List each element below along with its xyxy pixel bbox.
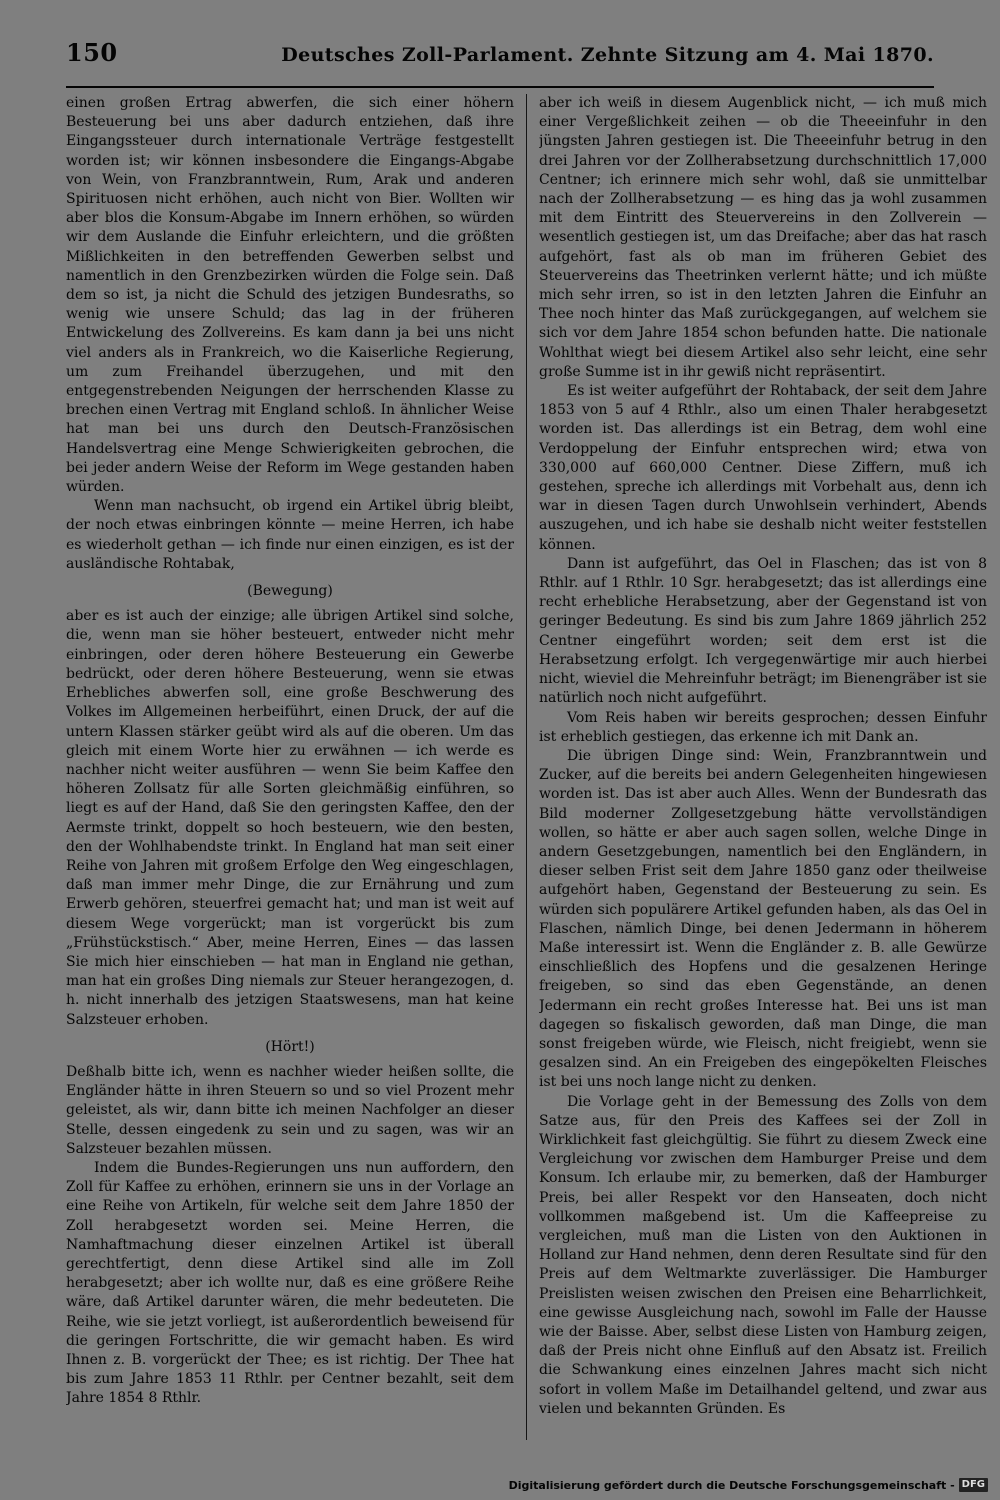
interjection: (Bewegung): [247, 583, 333, 600]
paragraph: Vom Reis haben wir bereits gesprochen; dessen Einfuhr ist erheblich gestiegen, das erkenne ich mit Dank an.: [539, 709, 987, 745]
paragraph: Indem die Bundes-Regierungen uns nun auffordern, den Zoll für Kaffee zu erhöhen, erinnern sie uns in der Vorlage an eine Reihe von Artikeln, für welche seit dem Jahre 1850 der Zoll herabgesetzt worden sei. Meine Herren, die Namhaftmachung dieser einzelnen Artikel ist überall gerechtfertigt, denn diese Artikel sind alle im Zoll herabgesetzt; aber ich wollte nur, daß es eine größere Reihe wäre, daß Artikel darunter wären, die mehr bedeuteten. Die Reihe, wie sie jetzt vorliegt, ist außerordentlich beweisend für die geringen Fortschritte, die wir gemacht haben. Es wird Ihnen z. B. vorgerückt der Thee; es ist richtig. Der Thee hat bis zum Jahre 1853 11 Rthlr. per Centner bezahlt, seit dem Jahre 1854 8 Rthlr.: [66, 1159, 514, 1407]
page-number: 150: [66, 38, 118, 67]
paragraph: Wenn man nachsucht, ob irgend ein Artikel übrig bleibt, der noch etwas einbringen könnte — meine Herren, ich habe es wiederholt gethan — ich finde nur einen einzigen, es ist der ausländische Rohtabak,: [66, 498, 514, 572]
column-divider: [526, 94, 527, 1440]
paragraph: Die Vorlage geht in der Bemessung des Zolls von dem Satze aus, für den Preis des Kaffees sei der Zoll in Wirklichkeit fast gleichgültig. Sie führt zu diesem Zweck eine Vergleichung vor zwischen dem Hamburger Preise und dem Konsum. Ich erlaube mir, zu bemerken, daß der Hamburger Preis, bei aller Respekt vor den Hanseaten, doch nicht vollkommen maßgebend ist. Um die Kaffeepreise zu vergleichen, muß man die Listen von den Auktionen in Holland zur Hand nehmen, denn deren Resultate sind für den Preis auf dem Weltmarkte zuverlässiger. Die Hamburger Preislisten weisen zwischen den Preisen eine Beharrlichkeit, eine gewisse Ausgleichung nach, sowohl im Falle der Hausse wie der Baisse. Aber, selbst diese Listen von Hamburg zeigen, daß der Preis nicht ohne Einfluß auf den Absatz ist. Freilich die Schwankung eines einzelnen Jahres macht sich nicht sofort in vollem Maße im Detailhandel geltend, und zwar aus vielen und bekannten Gründen. Es: [539, 1093, 987, 1417]
page-header: [66, 38, 934, 78]
footer-credit: [509, 1476, 988, 1494]
right-column: [539, 94, 987, 1422]
header-rule: [66, 86, 934, 88]
paragraph: Deßhalb bitte ich, wenn es nachher wieder heißen sollte, die Engländer hätte in ihren Steuern so und so viel Prozent mehr geleistet, als wir, dann bitte ich meinen Nachfolger an dieser Stelle, dessen eingedenk zu sein und zu sagen, was wir an Salzsteuer bezahlen müssen.: [66, 1063, 514, 1157]
paragraph: aber es ist auch der einzige; alle übrigen Artikel sind solche, die, wenn man sie höher besteuert, entweder nicht mehr einbringen, oder deren höhere Besteuerung ein Gewerbe bedrückt, oder deren höhere Besteuerung, wenn sie etwas Erhebliches abwerfen soll, eine große Beschwerung des Volkes im Allgemeinen herbeiführt, einen Druck, der auf die untern Klassen stärker geübt wird als auf die oberen. Um das gleich mit einem Worte hier zu erwähnen — ich werde es nachher nicht weiter ausführen — wenn Sie beim Kaffee den höheren Zollsatz für alle Sorten gleichmäßig einführen, so liegt es auf der Hand, daß Sie den geringsten Kaffee, den der Aermste trinkt, doppelt so hoch besteuern, wie den besten, den der Wohlhabendste trinkt. In England hat man seit einer Reihe von Jahren mit großem Erfolge den Weg eingeschlagen, daß man immer mehr Dinge, die zur Ernährung und zum Erwerb gehören, steuerfrei gemacht hat; und man ist weit auf diesem Wege vorgerückt; man ist vorgerückt bis zum „Frühstückstisch.“ Aber, meine Herren, Eines — das lassen Sie mich hier einschieben — hat man in England nie gethan, man hat ein großes Ding niemals zur Steuer herangezogen, d. h. nicht innerhalb des jetzigen Staatswesens, man hat keine Salzsteuer erhoben.: [66, 608, 514, 1028]
interjection: (Hört!): [265, 1038, 315, 1055]
paragraph: Es ist weiter aufgeführt der Rohtaback, der seit dem Jahre 1853 von 5 auf 4 Rthlr., also um einen Thaler herabgesetzt worden ist. Das allerdings ist ein Betrag, dem wohl eine Verdoppelung der Einfuhr entsprechen wird; etwa von 330,000 auf 660,000 Centner. Diese Ziffern, muß ich gestehen, spreche ich allerdings mit Vorbehalt aus, denn ich war in diesen Tagen durch Unwohlsein verhindert, Abends auszugehen, und ich habe sie deshalb nicht weiter feststellen können.: [539, 383, 987, 553]
paragraph: Dann ist aufgeführt, das Oel in Flaschen; das ist von 8 Rthlr. auf 1 Rthlr. 10 Sgr. herabgesetzt; das ist allerdings eine recht erhebliche Herabsetzung, aber der Gegenstand ist von geringer Bedeutung. Es sind bis zum Jahre 1869 jährlich 252 Centner eingeführt worden; seit dem erst ist die Herabsetzung erfolgt. Ich vergegenwärtige mir auch hierbei nicht, wieviel die Mehreinfuhr beträgt; im Bienengräber ist sie natürlich noch nicht aufgeführt.: [539, 555, 987, 707]
footer-credit-text: Digitalisierung gefördert durch die Deutsche Forschungsgemeinschaft -: [508, 1478, 955, 1492]
paragraph: Die übrigen Dinge sind: Wein, Franzbranntwein und Zucker, auf die bereits bei andern Gelegenheiten hingewiesen worden ist. Das ist aber auch Alles. Wenn der Bundesrath das Bild moderner Zollgesetzgebung hätte vervollständigen wollen, so hätte er aber auch sagen sollen, welche Dinge in andern Gesetzgebungen, namentlich bei den Engländern, in dieser selben Frist seit dem Jahre 1850 ganz oder theilweise aufgehört haben, Gegenstand der Besteuerung zu sein. Es würden sich populärere Artikel gefunden haben, als das Oel in Flaschen, nämlich Dinge, bei denen Jedermann in höherem Maße interessirt ist. Wenn die Engländer z. B. alle Gewürze einschließlich des Hopfens und die gesalzenen Heringe freigeben, so sind das eben Gegenstände, an denen Jedermann ein recht großes Interesse hat. Bei uns ist man dagegen so fiskalisch geworden, daß man Dinge, die man sonst freigeben würde, wie Fleisch, nicht freigiebt, wenn sie gesalzen sind. An ein Freigeben des eingepökelten Fleisches ist bei uns noch lange nicht zu denken.: [539, 747, 987, 1091]
left-column: [66, 94, 514, 1422]
paragraph: einen großen Ertrag abwerfen, die sich einer höhern Besteuerung bei uns aber dadurch entziehen, daß ihre Eingangssteuer durch internationale Verträge festgestellt worden ist; wir können insbesondere die Eingangs-Abgabe von Wein, von Franzbranntwein, Rum, Arak und anderen Spirituosen nicht erhöhen, auch nicht von Bier. Wollten wir aber blos die Konsum-Abgabe im Innern erhöhen, so würden wir dem Auslande die Einfuhr erleichtern, und die größten Mißlichkeiten in den betreffenden Gewerben selbst und namentlich in den Grenzbezirken würden die Folge sein. Daß dem so ist, ja nicht die Schuld des jetzigen Bundesraths, so wenig wie unsere Schuld; das lag in der früheren Entwickelung des Zollvereins. Es kam dann ja bei uns nicht viel anders als in Frankreich, wo die Kaiserliche Regierung, um zum Freihandel überzugehen, und mit den entgegenstrebenden Neigungen der herrschenden Klasse zu brechen einen Vertrag mit England schloß. In ähnlicher Weise hat man bei uns durch den Deutsch-Französischen Handelsvertrag eine Menge Schwierigkeiten gebrochen, die bei jeder andern Weise der Reform im Wege gestanden haben würden.: [66, 95, 514, 496]
running-title: Deutsches Zoll-Parlament. Zehnte Sitzung am 4. Mai 1870.: [281, 44, 934, 66]
paragraph: aber ich weiß in diesem Augenblick nicht, — ich muß mich einer Vergeßlichkeit zeihen — ob die Theeeinfuhr in den jüngsten Jahren gestiegen ist. Die Theeeinfuhr betrug in den drei Jahren vor der Zollherabsetzung durchschnittlich 17,000 Centner; ich erinnere mich sehr wohl, daß sie unmittelbar nach der Zollherabsetzung — es hing das ja wohl zusammen mit dem Eintritt des Steuervereins in den Zollverein — wesentlich gestiegen ist, um das Dreifache; aber das hat rasch aufgehört, fast als ob man im früheren Gebiet des Steuervereins das Theetrinken verlernt hätte; und ich müßte mich sehr irren, so ist in den letzten Jahren die Einfuhr an Thee noch hinter das Maß zurückgegangen, auf welchem sie sich vor dem Jahre 1854 schon befunden hatte. Die nationale Wohlthat wiegt bei diesem Artikel also sehr leicht, eine sehr große Summe ist in ihr gewiß nicht repräsentirt.: [539, 95, 987, 380]
dfg-logo: DFG: [959, 1478, 988, 1492]
